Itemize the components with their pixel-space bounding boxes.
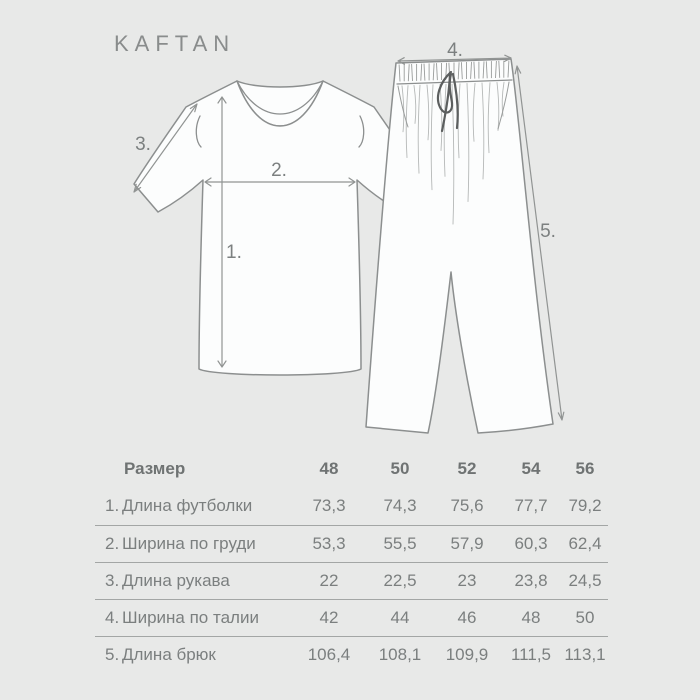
cell-value: 57,9 — [434, 525, 500, 562]
cell-value: 48 — [500, 599, 562, 636]
table-row-sleeve-length — [95, 562, 608, 599]
size-48-header: 48 — [319, 459, 339, 478]
row-label: 2. Ширина по груди — [95, 525, 292, 562]
size-52-header: 52 — [457, 459, 477, 478]
size-50-header: 50 — [390, 459, 410, 478]
cell-value: 79,2 — [562, 488, 608, 525]
cell-value: 74,3 — [366, 488, 434, 525]
cell-value: 44 — [366, 599, 434, 636]
cell-value: 53,3 — [292, 525, 366, 562]
row-label: 1. Длина футболки — [95, 488, 292, 525]
cell-value: 62,4 — [562, 525, 608, 562]
cell-value: 113,1 — [564, 644, 606, 664]
cell-value: 23 — [434, 562, 500, 599]
row-label: 5. Длина брюк — [105, 644, 216, 664]
cell-value: 109,9 — [445, 644, 489, 664]
measure-label-5: 5. — [540, 221, 556, 242]
cell-value: 106,4 — [307, 644, 351, 664]
table-row-pants-length — [95, 636, 608, 673]
pants-outline — [366, 59, 553, 433]
cell-value: 77,7 — [500, 488, 562, 525]
cell-value: 75,6 — [434, 488, 500, 525]
cell-value: 73,3 — [292, 488, 366, 525]
cell-value: 55,5 — [366, 525, 434, 562]
table-row-waist-width — [95, 599, 608, 636]
cell-value: 24,5 — [562, 562, 608, 599]
measure-label-3: 3. — [135, 134, 151, 155]
row-label: 4. Ширина по талии — [95, 599, 292, 636]
table-row-chest-width — [95, 525, 608, 562]
pants-drawing — [366, 59, 553, 433]
cell-value: 46 — [434, 599, 500, 636]
size-column-header: Размер — [124, 459, 186, 478]
size-54-header: 54 — [521, 459, 541, 478]
measure-label-2: 2. — [271, 160, 287, 181]
cell-value: 23,8 — [500, 562, 562, 599]
brand-logo: KAFTAN — [114, 31, 236, 56]
size-table — [95, 450, 608, 673]
cell-value: 60,3 — [500, 525, 562, 562]
row-label: 3. Длина рукава — [95, 562, 292, 599]
cell-value: 22 — [292, 562, 366, 599]
size-table-header-row — [95, 450, 608, 488]
cell-value: 108,1 — [378, 644, 422, 664]
cell-value: 22,5 — [366, 562, 434, 599]
cell-value: 42 — [292, 599, 366, 636]
measure-label-1: 1. — [226, 242, 242, 263]
cell-value: 111,5 — [510, 644, 552, 664]
table-row-tshirt-length — [95, 488, 608, 525]
size-56-header: 56 — [575, 459, 595, 478]
measure-label-4: 4. — [447, 40, 463, 61]
cell-value: 50 — [562, 599, 608, 636]
